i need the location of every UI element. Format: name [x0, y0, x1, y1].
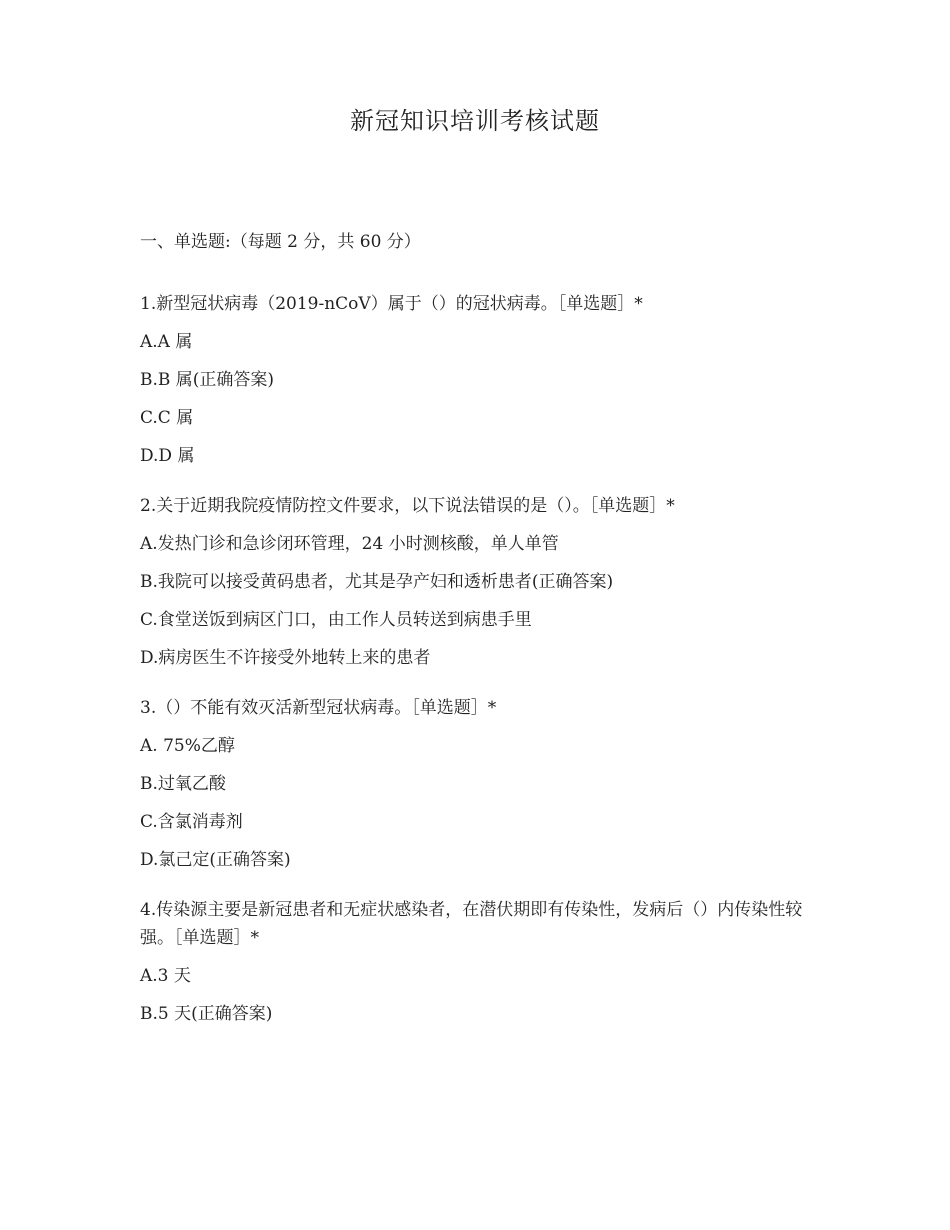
option-b: B.过氧乙酸	[140, 774, 226, 794]
option-d: D.氯己定(正确答案)	[140, 850, 291, 870]
option-b: B.B 属(正确答案)	[140, 370, 275, 390]
option-c: C.食堂送饭到病区门口，由工作人员转送到病患手里	[140, 610, 532, 630]
option-b: B.5 天(正确答案)	[140, 1004, 273, 1024]
question-4	[140, 896, 820, 1028]
question-3	[140, 694, 820, 874]
question-stem: 3.（）不能有效灭活新型冠状病毒。［单选题］*	[140, 698, 497, 718]
option-c: C.含氯消毒剂	[140, 812, 243, 832]
document-body	[140, 228, 820, 1028]
option-a: A. 75%乙醇	[140, 736, 235, 756]
document-title: 新冠知识培训考核试题	[350, 107, 600, 135]
option-a: A.3 天	[140, 966, 191, 986]
question-stem: 4.传染源主要是新冠患者和无症状感染者，在潜伏期即有传染性，发病后（）内传染性较强。［单选题］*	[140, 900, 803, 948]
option-a: A.发热门诊和急诊闭环管理，24 小时测核酸，单人单管	[140, 534, 559, 554]
question-2	[140, 492, 820, 672]
option-a: A.A 属	[140, 332, 193, 352]
option-b: B.我院可以接受黄码患者，尤其是孕产妇和透析患者(正确答案)	[140, 572, 614, 592]
option-d: D.病房医生不许接受外地转上来的患者	[140, 648, 431, 668]
question-stem: 1.新型冠状病毒（2019-nCoV）属于（）的冠状病毒。［单选题］*	[140, 294, 643, 314]
option-d: D.D 属	[140, 446, 195, 466]
question-1	[140, 290, 820, 470]
section-header: 一、单选题:（每题 2 分，共 60 分）	[140, 232, 421, 252]
option-c: C.C 属	[140, 408, 194, 428]
question-stem: 2.关于近期我院疫情防控文件要求，以下说法错误的是（）。［单选题］*	[140, 496, 675, 516]
